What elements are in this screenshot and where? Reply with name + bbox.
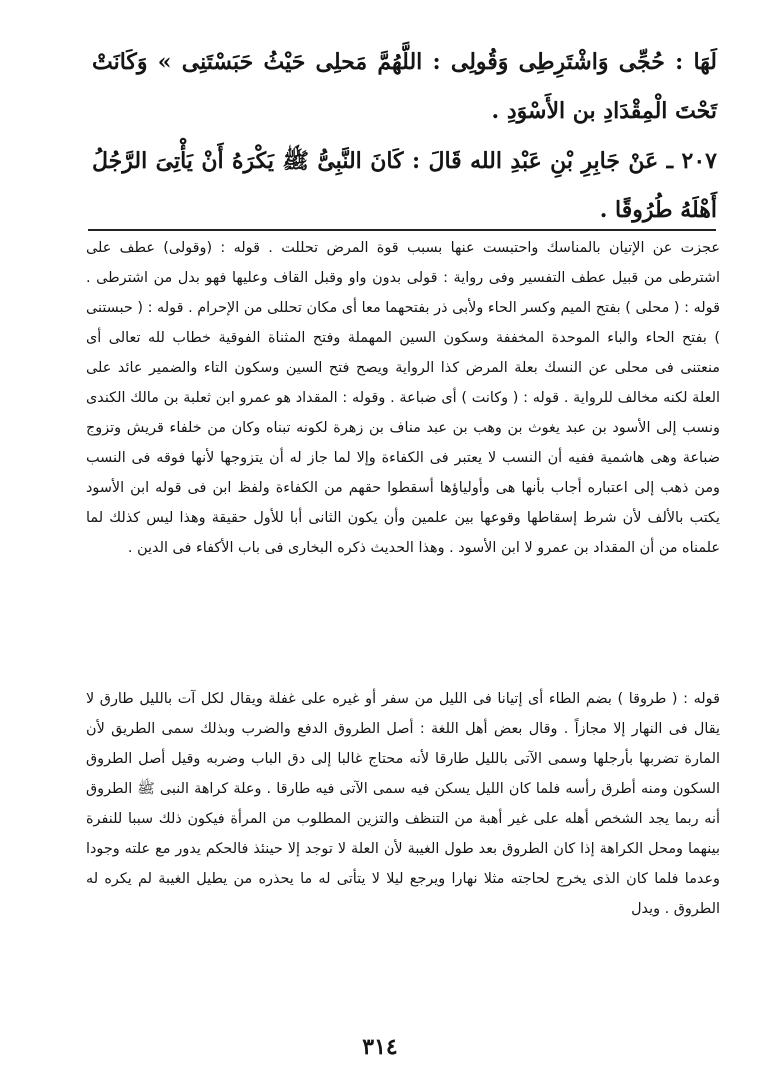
commentary-paragraph-1: عجزت عن الإتيان بالمناسك واحتبست عنها بسبب قوة المرض تحللت . قوله : (وقولى) عطف على اشترطى من قبيل عطف التفسير وفى رواية : قولى بدون واو وقبل القاف وعليها فهو بدل من اشترطى . قوله : ( محلى ) بفتح الميم وكسر الحاء ولأبى ذر بفتحهما معا أى مكان تحللى من الإحرام . قوله : ( حبستنى ) بفتح الحاء والباء الموحدة المخففة وسكون السين المهملة وفتح المثناة الفوقية خطاب لله تعالى أى منعتنى فى محلى عن النسك بعلة المرض كذا الرواية ويصح فتح السين وسكون التاء والضمير عائد على العلة لكنه مخالف للرواية . قوله : ( وكانت ) أى ضباعة . وقوله : المقداد هو عمرو ابن ثعلبة بن مالك الكندى ونسب إلى الأسود بن عبد يغوث بن وهب بن عبد مناف بن زهرة لكونه تبناه وكان من خلفاء قريش وتزوج ضباعة وهى هاشمية ففيه أن النسب لا يعتبر فى الكفاءة وإلا لما جاز له أن يتزوجها لأنها فوقه فى النسب ومن ذهب إلى اعتباره أجاب بأنها هى وأولياؤها أسقطوا حقهم من الكفاءة ولفظ ابن فى قوله ابن الأسود يكتب بالألف لأن شرط إسقاطها وقوعها بين علمين وأن يكون الثانى أبا للأول حقيقة وهذا ليس كذلك لما علمناه من أن المقداد بن عمرو لا ابن الأسود . وهذا الحديث ذكره البخارى فى باب الأكفاء فى الدين .: [86, 240, 720, 556]
commentary-paragraph-2: قوله : ( طروقا ) بضم الطاء أى إتيانا فى الليل من سفر أو غيره على غفلة ويقال لكل آت بالليل طارق لا يقال فى النهار إلا مجازاً . وقال بعض أهل اللغة : أصل الطروق الدفع والضرب وبذلك سمى الطريق لأن المارة تضربها بأرجلها وسمى الآتى بالليل طارقا لأنه محتاج غالبا إلى دق الباب وضربه وقيل أصل الطروق السكون ومنه أطرق رأسه فلما كان الليل يسكن فيه سمى الآتى فيه طارقا . وعلة كراهة النبى ﷺ الطروق أنه ربما يجد الشخص أهله على غير أهبة من التنظف والتزين المطلوب من المرأة فيكون ذلك سببا للنفرة بينهما ومحل الكراهة إذا كان الطروق بعد طول الغيبة لأن العلة لا توجد إلا حينئذ فالحكم يدور مع علته وجودا وعدما فلما كان الذى يخرج لحاجته مثلا نهارا ويرجع ليلا لا يتأتى له ما يحذره من يطيل الغيبة لم يكره له الطروق . ويدل: [86, 691, 720, 917]
footnote-divider: [88, 229, 716, 231]
hadith-text-continuation: لَهَا : حُجِّى وَاشْتَرِطِى وَقُولِى : اللَّهُمَّ مَحلِى حَيْثُ حَبَسْتَنِى » وَكَانَتْ تَحْتَ الْمِقْدَادِ بن الأَسْوَدِ .: [92, 49, 717, 124]
page-number: ٣١٤: [362, 1034, 398, 1060]
hadith-207-text: ٢٠٧ ـ عَنْ جَابِرِ بْنِ عَبْدِ الله قَالَ : كَانَ النَّبِىُّ ﷺ يَكْرَهُ أَنْ يَأْتِىَ الرَّجُلُ أَهْلَهُ طُرُوقًا .: [92, 148, 717, 223]
